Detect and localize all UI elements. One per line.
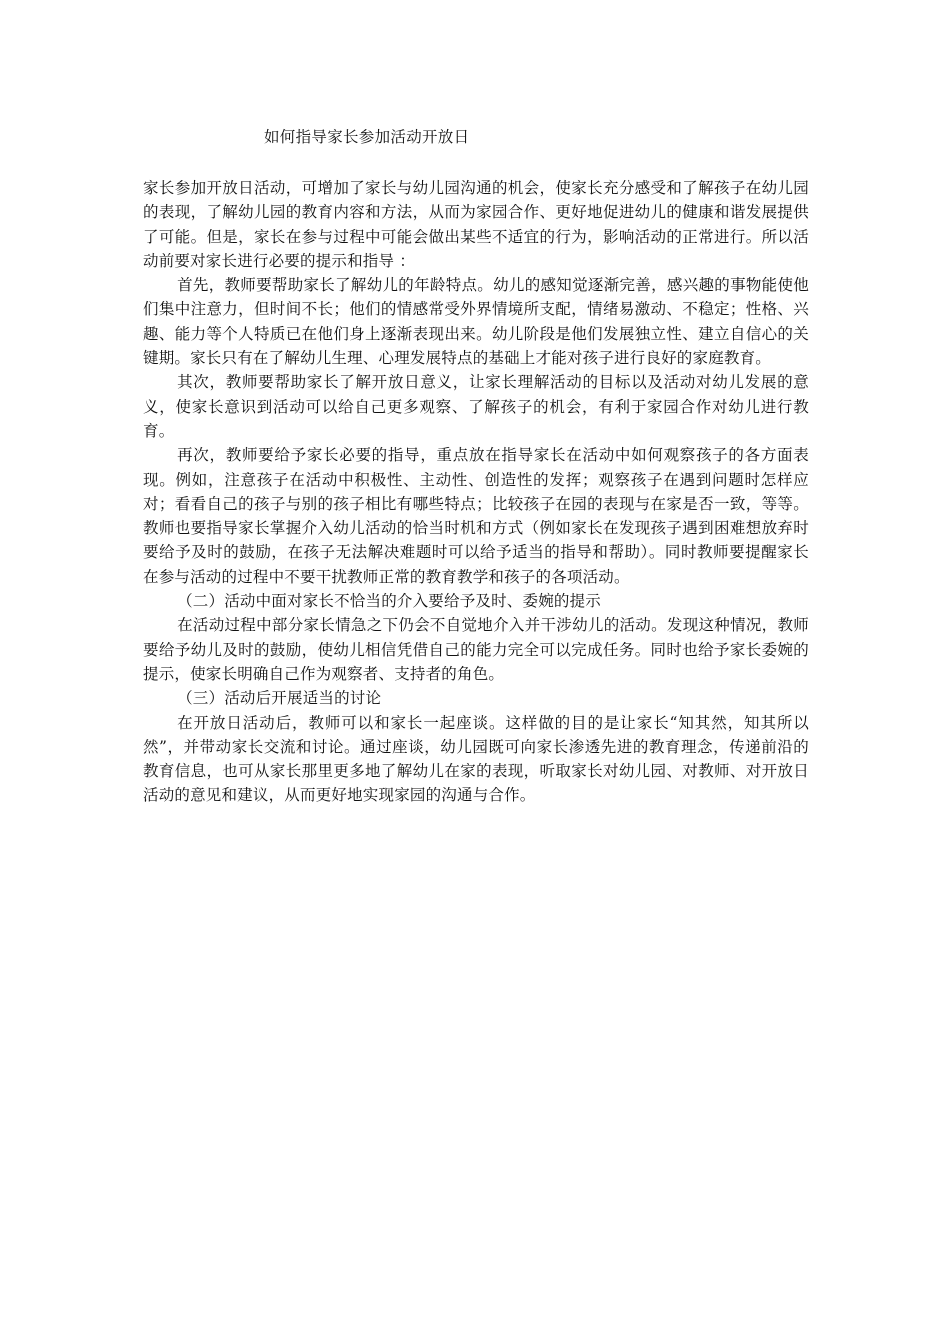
section-heading-2: （二）活动中面对家长不恰当的介入要给予及时、委婉的提示: [177, 592, 601, 611]
paragraph-first-age-characteristics: 首先，教师要帮助家长了解幼儿的年龄特点。幼儿的感知觉逐渐完善，感兴趣的事物能使他们集中注意力，但时间不长；他们的情感常受外界情境所支配，情绪易激动、不稳定；性格、兴趣、能力等个人特质已在他们身上逐渐表现出来。幼儿阶段是他们发展独立性、建立自信心的关键期。家长只有在了解幼儿生理、心理发展特点的基础上才能对孩子进行良好的家庭教育。: [143, 276, 809, 368]
document-title: 如何指导家长参加活动开放日: [264, 128, 470, 146]
paragraph-third-observation-guidance: 再次，教师要给予家长必要的指导，重点放在指导家长在活动中如何观察孩子的各方面表现。例如，注意孩子在活动中积极性、主动性、创造性的发挥；观察孩子在遇到问题时怎样应对；看看自己的孩子与别的孩子相比有哪些特点；比较孩子在园的表现与在家是否一致，等等。教师也要指导家长掌握介入幼儿活动的恰当时机和方式（例如家长在发现孩子遇到困难想放弃时要给予及时的鼓励，在孩子无法解决难题时可以给予适当的指导和帮助）。同时教师要提醒家长在参与活动的过程中不要干扰教师正常的教育教学和孩子的各项活动。: [143, 446, 809, 586]
section-heading-3: （三）活动后开展适当的讨论: [177, 689, 382, 708]
document-body: [143, 176, 809, 808]
paragraph-second-open-day-meaning: 其次，教师要帮助家长了解开放日意义，让家长理解活动的目标以及活动对幼儿发展的意义，使家长意识到活动可以给自己更多观察、了解孩子的机会，有利于家园合作对幼儿进行教育。: [143, 373, 809, 440]
intro-paragraph: 家长参加开放日活动，可增加了家长与幼儿园沟通的机会，使家长充分感受和了解孩子在幼儿园的表现，了解幼儿园的教育内容和方法，从而为家园合作、更好地促进幼儿的健康和谐发展提供了可能。但是，家长在参与过程中可能会做出某些不适宜的行为，影响活动的正常进行。所以活动前要对家长进行必要的提示和指导 ：: [143, 179, 809, 270]
paragraph-after-activity: 在开放日活动后，教师可以和家长一起座谈。这样做的目的是让家长“知其然，知其所以然”，并带动家长交流和讨论。通过座谈，幼儿园既可向家长渗透先进的教育理念，传递前沿的教育信息，也可从家长那里更多地了解幼儿在家的表现，听取家长对幼儿园、对教师、对开放日活动的意见和建议，从而更好地实现家园的沟通与合作。: [143, 713, 809, 805]
paragraph-during-activity: 在活动过程中部分家长情急之下仍会不自觉地介入并干涉幼儿的活动。发现这种情况，教师要给予幼儿及时的鼓励，使幼儿相信凭借自己的能力完全可以完成任务。同时也给予家长委婉的提示，使家长明确自己作为观察者、支持者的角色。: [143, 616, 809, 683]
